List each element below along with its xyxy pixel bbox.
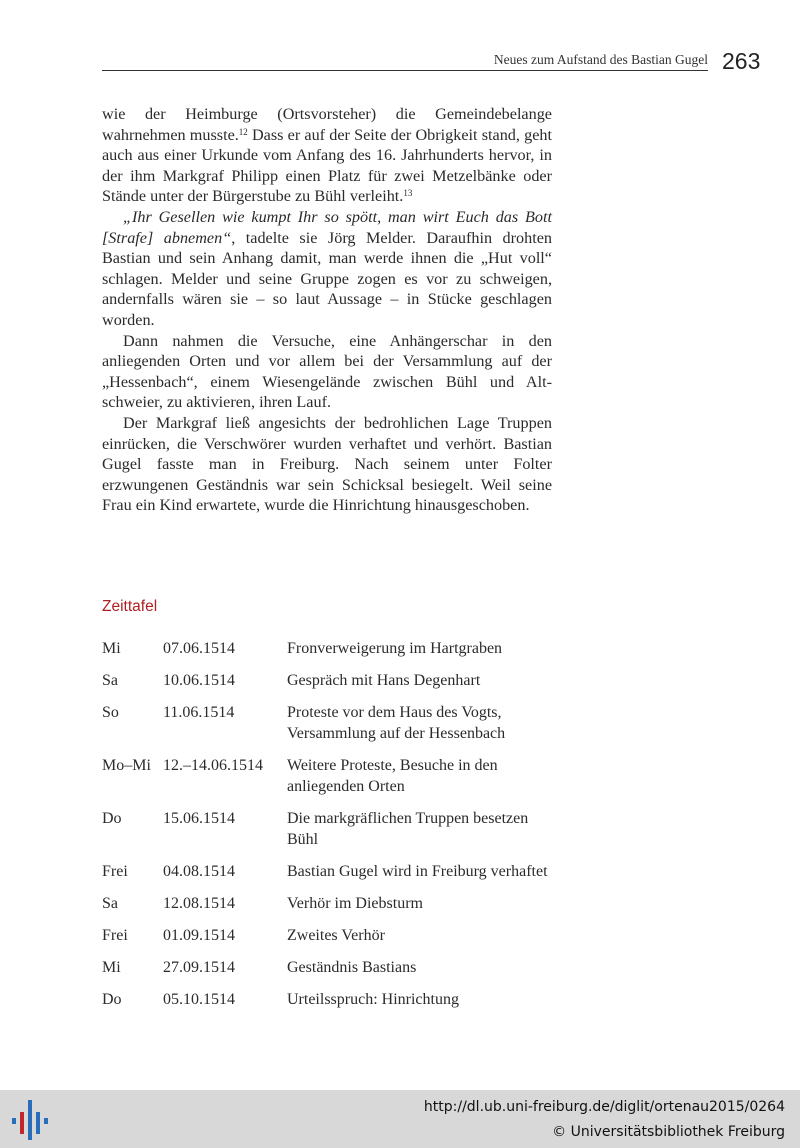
timeline-day: Mo–Mi: [102, 757, 151, 774]
timeline-event: Urteilsspruch: Hinrichtung: [287, 991, 459, 1008]
timeline-day: Sa: [102, 895, 118, 912]
timeline-event: Bastian Gugel wird in Freiburg verhaftet: [287, 863, 548, 880]
footer-url-link[interactable]: http://dl.ub.uni-freiburg.de/diglit/ortenau2015/0264: [423, 1099, 785, 1115]
footnote-ref-12[interactable]: 12: [238, 126, 248, 137]
timeline-row: [102, 755, 562, 808]
timeline-body: [102, 638, 562, 1021]
footer-copyright: © Universitätsbibliothek Freiburg: [552, 1124, 785, 1140]
timeline-day: Frei: [102, 863, 128, 880]
timeline-row: [102, 670, 562, 702]
page-number: 263: [722, 48, 761, 74]
paragraph-2: [102, 207, 552, 331]
ub-freiburg-logo-icon[interactable]: [10, 1098, 50, 1142]
timeline-date: 07.06.1514: [163, 640, 235, 657]
timeline-date: 12.08.1514: [163, 895, 235, 912]
timeline-row: [102, 638, 562, 670]
timeline-event: Gespräch mit Hans Degenhart: [287, 672, 481, 689]
timeline-day: Do: [102, 991, 122, 1008]
timeline-day: Frei: [102, 927, 128, 944]
timeline-event: Zweites Verhör: [287, 927, 385, 944]
timeline-event: Proteste vor dem Haus des Vogts, Versammlung auf der Hessenbach: [287, 704, 506, 742]
timeline-date: 11.06.1514: [163, 704, 235, 721]
timeline-day: Mi: [102, 959, 121, 976]
timeline-table: [102, 638, 562, 1021]
timeline-event: Weitere Proteste, Besuche in den anliegenden Orten: [287, 757, 498, 795]
timeline-date: 05.10.1514: [163, 991, 235, 1008]
footnote-ref-13[interactable]: 13: [403, 188, 413, 199]
timeline-event: Fronverweigerung im Hartgraben: [287, 640, 503, 657]
timeline-row: [102, 808, 562, 861]
timeline-date: 10.06.1514: [163, 672, 235, 689]
timeline-date: 12.–14.06.1514: [163, 757, 263, 774]
timeline-row: [102, 702, 562, 755]
paragraph-2-text: , tadelte sie Jörg Melder. Daraufhin drohten Bastian und sein Anhang damit, man werde ihnen die „Hut voll“ schlagen. Melder und seine Gruppe zogen es vor zu schweigen, andernfalls wären sie – so laut Aussage – in Stücke geschlagen worden.: [102, 228, 553, 329]
timeline-date: 15.06.1514: [163, 810, 235, 827]
paragraph-1-text-a: wie der Heimburge (Ortsvorsteher) die Gemeindebelange wahrnehmen musste.: [102, 105, 552, 144]
timeline-date: 04.08.1514: [163, 863, 235, 880]
paragraph-3: Dann nahmen die Versuche, eine Anhängerschar in den anliegenden Orten und vor allem bei der Versammlung auf der „Hessenbach“, einem Wiesengelände zwischen Bühl und Altschweier, zu aktivieren, ihren Lauf.: [102, 331, 552, 412]
timeline-event: Die markgräflichen Truppen besetzen Bühl: [287, 810, 529, 848]
paragraph-4: Der Markgraf ließ angesichts der bedrohlichen Lage Truppen einrücken, die Verschwörer wurden verhaftet und verhört. Bastian Gugel fasste man in Freiburg. Nach seinem unter Folter erzwungenen Geständnis war sein Schicksal besiegelt. Weil seine Frau ein Kind erwartete, wurde die Hinrichtung hinausgeschoben.: [102, 413, 552, 515]
timeline-row: [102, 989, 562, 1021]
timeline-event: Verhör im Diebsturm: [287, 895, 423, 912]
running-header: [102, 46, 708, 71]
timeline-date: 01.09.1514: [163, 927, 235, 944]
footer-bar: [0, 1090, 800, 1148]
timeline-day: So: [102, 704, 119, 721]
timeline-event: Geständnis Bastians: [287, 959, 417, 976]
paragraph-1: [102, 104, 552, 207]
timeline-row: [102, 861, 562, 893]
paragraph-2-quote: „Ihr Gesellen wie kumpt Ihr so spött, man wirt Euch das Bott [Strafe] abnemen“: [102, 207, 552, 247]
timeline-row: [102, 957, 562, 989]
paragraph-1-text-b: Dass er auf der Seite der Obrigkeit stand, geht auch aus einer Urkunde vom Anfang des 16. Jahrhunderts hervor, in der ihm Markgraf Philipp einen Platz für zwei Metzelbänke oder Stände unter der Bürgerstube zu Bühl verleiht.: [102, 125, 552, 206]
timeline-day: Do: [102, 810, 122, 827]
section-heading-zeittafel: Zeittafel: [102, 598, 158, 615]
timeline-row: [102, 893, 562, 925]
timeline-day: Mi: [102, 640, 121, 657]
timeline-date: 27.09.1514: [163, 959, 235, 976]
body-text: [102, 104, 552, 516]
running-title: Neues zum Aufstand des Bastian Gugel: [493, 52, 708, 67]
timeline-day: Sa: [102, 672, 118, 689]
timeline-row: [102, 925, 562, 957]
